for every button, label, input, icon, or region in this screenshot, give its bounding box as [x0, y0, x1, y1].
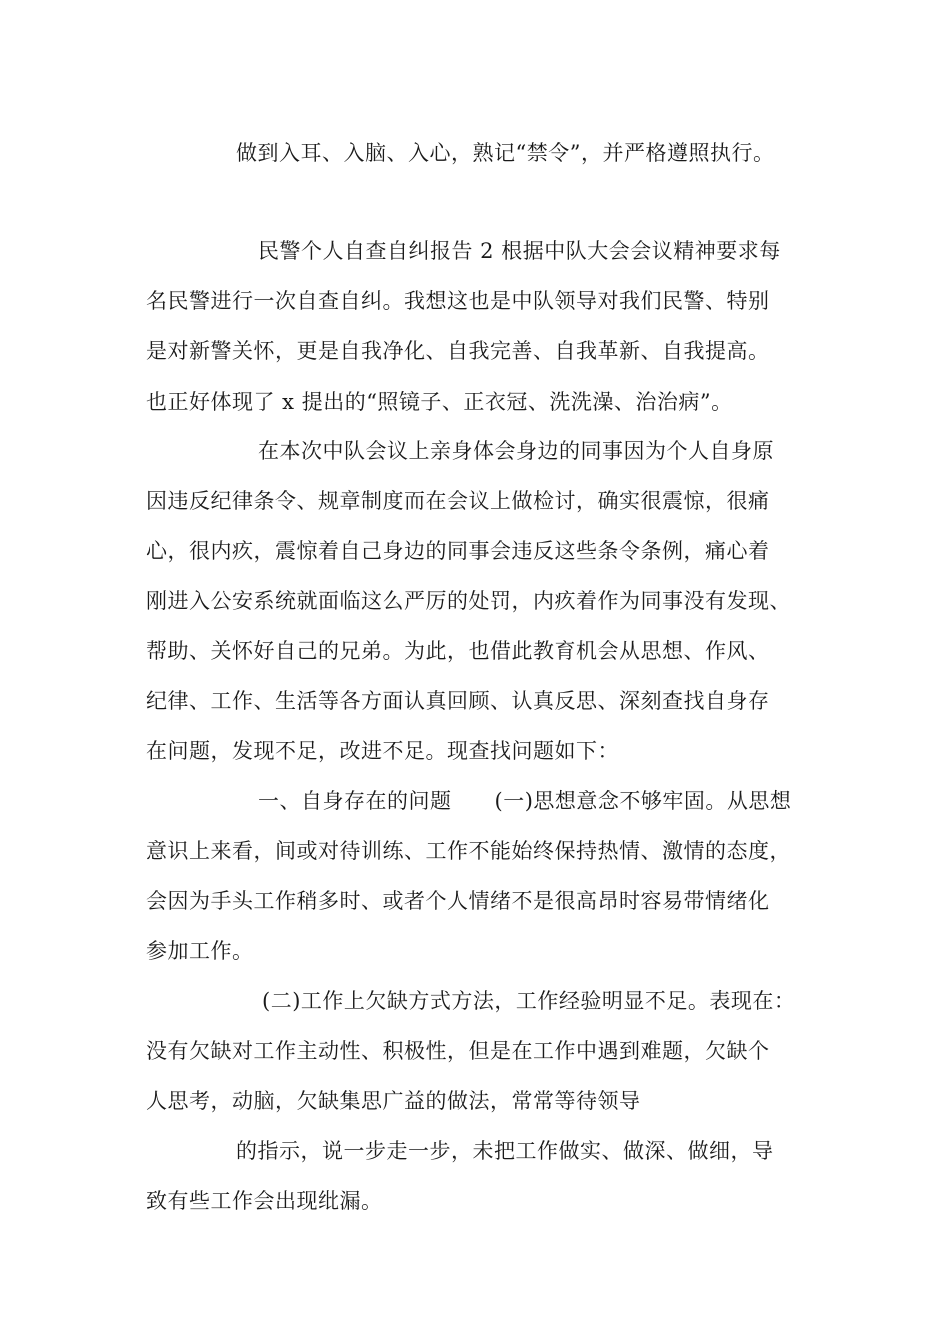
text-line: 没有欠缺对工作主动性、积极性，但是在工作中遇到难题，欠缺个 [146, 1039, 770, 1063]
text-line: 纪律、工作、生活等各方面认真回顾、认真反思、深刻查找自身存 [146, 689, 770, 713]
text-line: (二)工作上欠缺方式方法，工作经验明显不足。表现在： [262, 989, 796, 1013]
text-line: 做到入耳、入脑、入心，熟记“禁令”，并严格遵照执行。 [236, 141, 775, 165]
text-line: 一、自身存在的问题 (一)思想意念不够牢固。从思想 [258, 789, 792, 813]
text-line: 因违反纪律条令、规章制度而在会议上做检讨，确实很震惊，很痛 [146, 489, 770, 513]
text-line: 在问题，发现不足，改进不足。现查找问题如下： [146, 739, 619, 763]
text-line: 名民警进行一次自查自纠。我想这也是中队领导对我们民警、特别 [146, 289, 770, 313]
text-line: 心，很内疚，震惊着自己身边的同事会违反这些条令条例，痛心着 [146, 539, 770, 563]
text-line: 致有些工作会出现纰漏。 [146, 1189, 383, 1213]
text-line: 参加工作。 [146, 939, 254, 963]
text-line: 民警个人自查自纠报告 2 根据中队大会会议精神要求每 [258, 239, 781, 263]
text-line: 刚进入公安系统就面临这么严厉的处罚，内疚着作为同事没有发现、 [146, 589, 791, 613]
text-line: 的指示，说一步走一步，未把工作做实、做深、做细，导 [236, 1139, 774, 1163]
text-line: 会因为手头工作稍多时、或者个人情绪不是很高昂时容易带情绪化 [146, 889, 770, 913]
text-line: 意识上来看，间或对待训练、工作不能始终保持热情、激情的态度， [146, 839, 791, 863]
text-line: 在本次中队会议上亲身体会身边的同事因为个人自身原 [258, 439, 774, 463]
text-line: 帮助、关怀好自己的兄弟。为此，也借此教育机会从思想、作风、 [146, 639, 770, 663]
text-line: 也正好体现了 x 提出的“照镜子、正衣冠、洗洗澡、治治病”。 [146, 390, 733, 414]
text-line: 人思考，动脑，欠缺集思广益的做法，常常等待领导 [146, 1089, 641, 1113]
text-line: 是对新警关怀，更是自我净化、自我完善、自我革新、自我提高。 [146, 339, 770, 363]
